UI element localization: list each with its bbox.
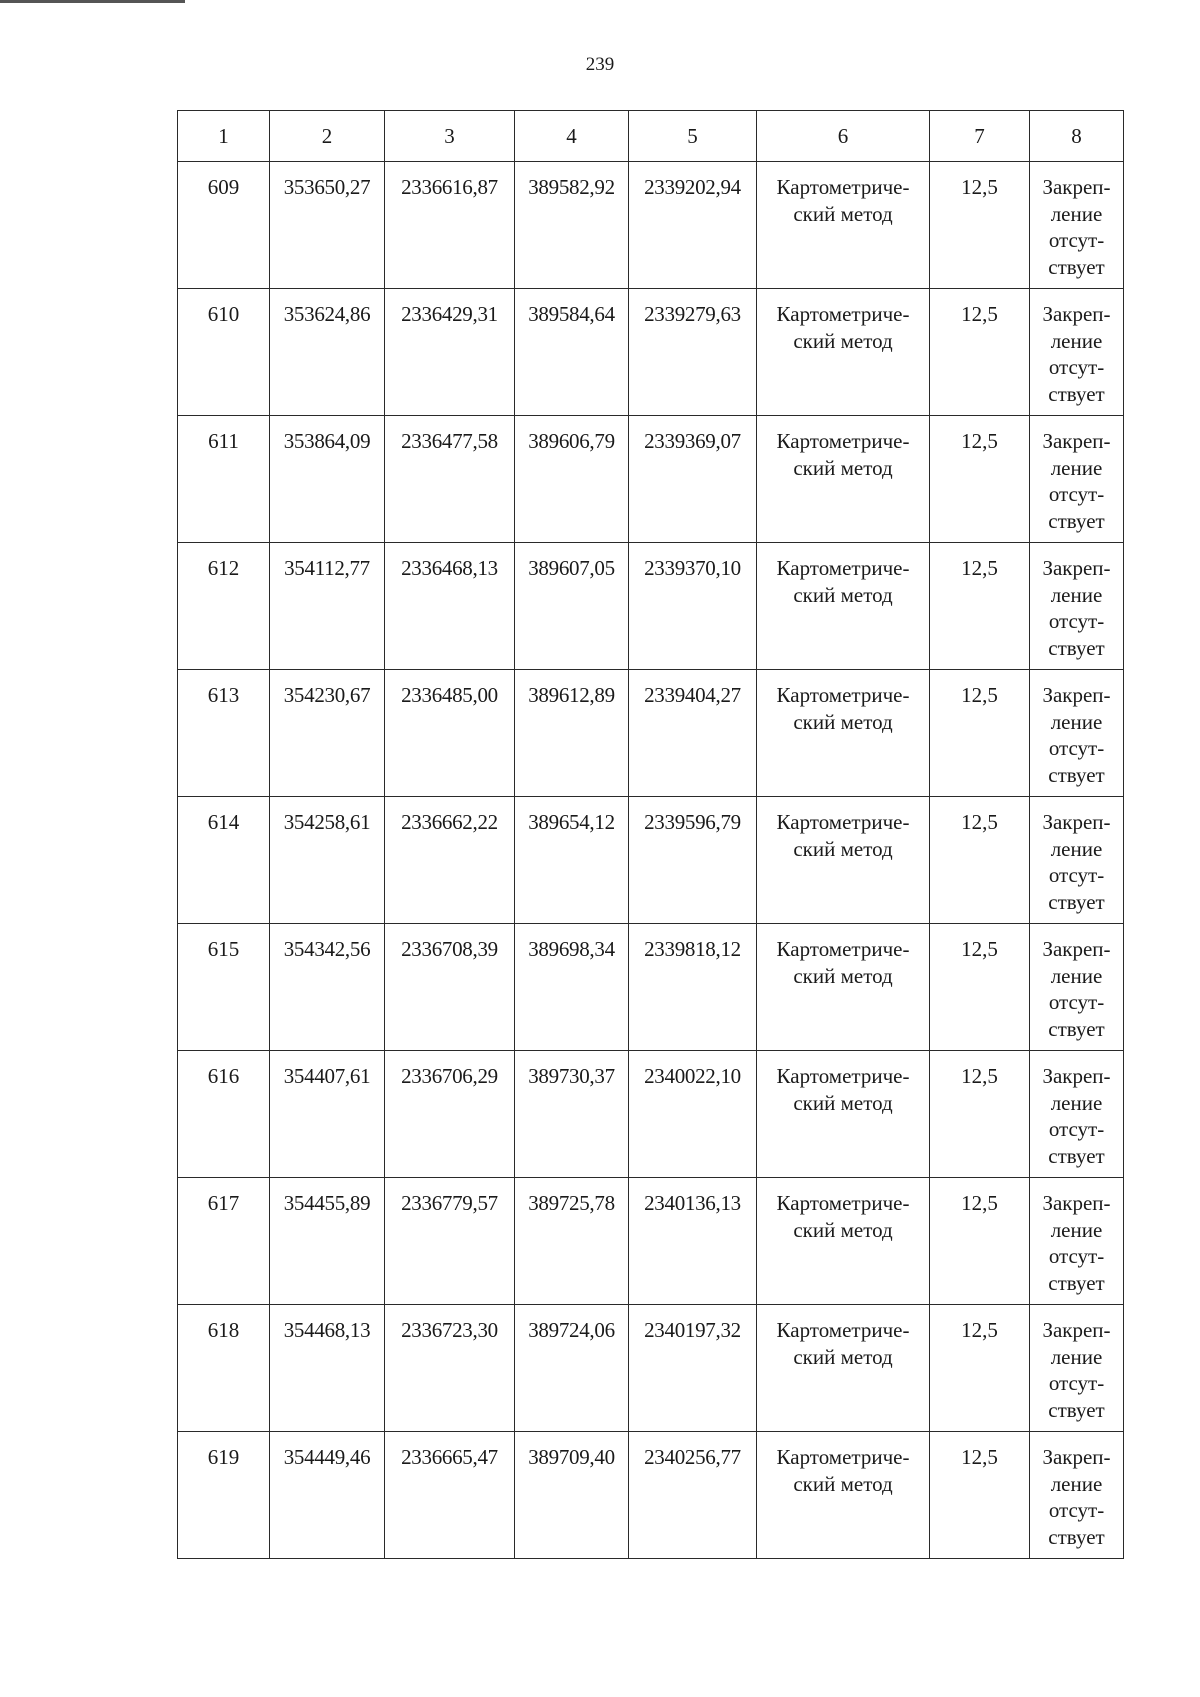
x-coordinate-cell: 389606,79 (515, 416, 629, 543)
method-cell: Картометриче- ский метод (757, 289, 930, 416)
table-row (178, 162, 1124, 289)
y-coordinate-cell: 2339370,10 (629, 543, 757, 670)
y-coordinate-cell: 2340197,32 (629, 1305, 757, 1432)
y-coordinate-cell: 2340136,13 (629, 1178, 757, 1305)
point-number-cell: 617 (178, 1178, 270, 1305)
point-number-cell: 614 (178, 797, 270, 924)
table-row (178, 543, 1124, 670)
x-coordinate-cell: 354407,61 (270, 1051, 385, 1178)
method-cell: Картометриче- ский метод (757, 1305, 930, 1432)
x-coordinate-cell: 353624,86 (270, 289, 385, 416)
y-coordinate-cell: 2339202,94 (629, 162, 757, 289)
method-cell: Картометриче- ский метод (757, 797, 930, 924)
accuracy-cell: 12,5 (930, 162, 1030, 289)
table-row (178, 670, 1124, 797)
accuracy-cell: 12,5 (930, 670, 1030, 797)
fixation-cell: Закреп- ление отсут- ствует (1030, 670, 1124, 797)
y-coordinate-cell: 2339279,63 (629, 289, 757, 416)
column-header: 1 (178, 111, 270, 162)
point-number-cell: 618 (178, 1305, 270, 1432)
y-coordinate-cell: 2336429,31 (385, 289, 515, 416)
column-header: 3 (385, 111, 515, 162)
table-body (178, 162, 1124, 1559)
x-coordinate-cell: 389612,89 (515, 670, 629, 797)
y-coordinate-cell: 2336616,87 (385, 162, 515, 289)
fixation-cell: Закреп- ление отсут- ствует (1030, 162, 1124, 289)
x-coordinate-cell: 353650,27 (270, 162, 385, 289)
column-header: 5 (629, 111, 757, 162)
method-cell: Картометриче- ский метод (757, 1432, 930, 1559)
page-number: 239 (585, 54, 615, 75)
coordinates-table (177, 110, 1124, 1559)
method-cell: Картометриче- ский метод (757, 416, 930, 543)
accuracy-cell: 12,5 (930, 289, 1030, 416)
y-coordinate-cell: 2340022,10 (629, 1051, 757, 1178)
y-coordinate-cell: 2336662,22 (385, 797, 515, 924)
accuracy-cell: 12,5 (930, 1432, 1030, 1559)
y-coordinate-cell: 2339369,07 (629, 416, 757, 543)
point-number-cell: 611 (178, 416, 270, 543)
point-number-cell: 613 (178, 670, 270, 797)
x-coordinate-cell: 354342,56 (270, 924, 385, 1051)
x-coordinate-cell: 389654,12 (515, 797, 629, 924)
fixation-cell: Закреп- ление отсут- ствует (1030, 924, 1124, 1051)
point-number-cell: 612 (178, 543, 270, 670)
x-coordinate-cell: 389730,37 (515, 1051, 629, 1178)
x-coordinate-cell: 354449,46 (270, 1432, 385, 1559)
table-row (178, 1051, 1124, 1178)
point-number-cell: 616 (178, 1051, 270, 1178)
point-number-cell: 609 (178, 162, 270, 289)
x-coordinate-cell: 389698,34 (515, 924, 629, 1051)
fixation-cell: Закреп- ление отсут- ствует (1030, 797, 1124, 924)
y-coordinate-cell: 2336706,29 (385, 1051, 515, 1178)
y-coordinate-cell: 2336779,57 (385, 1178, 515, 1305)
fixation-cell: Закреп- ление отсут- ствует (1030, 1178, 1124, 1305)
column-header: 7 (930, 111, 1030, 162)
fixation-cell: Закреп- ление отсут- ствует (1030, 543, 1124, 670)
method-cell: Картометриче- ский метод (757, 543, 930, 670)
accuracy-cell: 12,5 (930, 797, 1030, 924)
method-cell: Картометриче- ский метод (757, 924, 930, 1051)
table-row (178, 289, 1124, 416)
table-row (178, 797, 1124, 924)
y-coordinate-cell: 2336468,13 (385, 543, 515, 670)
method-cell: Картометриче- ский метод (757, 1178, 930, 1305)
table-row (178, 924, 1124, 1051)
x-coordinate-cell: 354455,89 (270, 1178, 385, 1305)
column-header: 2 (270, 111, 385, 162)
x-coordinate-cell: 353864,09 (270, 416, 385, 543)
table-row (178, 1432, 1124, 1559)
column-header: 6 (757, 111, 930, 162)
y-coordinate-cell: 2336723,30 (385, 1305, 515, 1432)
fixation-cell: Закреп- ление отсут- ствует (1030, 1051, 1124, 1178)
x-coordinate-cell: 389607,05 (515, 543, 629, 670)
method-cell: Картометриче- ский метод (757, 1051, 930, 1178)
y-coordinate-cell: 2336477,58 (385, 416, 515, 543)
x-coordinate-cell: 389582,92 (515, 162, 629, 289)
x-coordinate-cell: 354258,61 (270, 797, 385, 924)
accuracy-cell: 12,5 (930, 1051, 1030, 1178)
method-cell: Картометриче- ский метод (757, 162, 930, 289)
point-number-cell: 615 (178, 924, 270, 1051)
column-header: 8 (1030, 111, 1124, 162)
x-coordinate-cell: 389724,06 (515, 1305, 629, 1432)
table-header-row (178, 111, 1124, 162)
accuracy-cell: 12,5 (930, 1178, 1030, 1305)
column-header: 4 (515, 111, 629, 162)
fixation-cell: Закреп- ление отсут- ствует (1030, 1432, 1124, 1559)
y-coordinate-cell: 2339596,79 (629, 797, 757, 924)
y-coordinate-cell: 2336708,39 (385, 924, 515, 1051)
table-row (178, 1178, 1124, 1305)
accuracy-cell: 12,5 (930, 416, 1030, 543)
accuracy-cell: 12,5 (930, 543, 1030, 670)
y-coordinate-cell: 2339818,12 (629, 924, 757, 1051)
table-row (178, 416, 1124, 543)
point-number-cell: 619 (178, 1432, 270, 1559)
y-coordinate-cell: 2340256,77 (629, 1432, 757, 1559)
method-cell: Картометриче- ский метод (757, 670, 930, 797)
accuracy-cell: 12,5 (930, 1305, 1030, 1432)
x-coordinate-cell: 354230,67 (270, 670, 385, 797)
y-coordinate-cell: 2336665,47 (385, 1432, 515, 1559)
y-coordinate-cell: 2336485,00 (385, 670, 515, 797)
point-number-cell: 610 (178, 289, 270, 416)
accuracy-cell: 12,5 (930, 924, 1030, 1051)
x-coordinate-cell: 389709,40 (515, 1432, 629, 1559)
x-coordinate-cell: 389725,78 (515, 1178, 629, 1305)
y-coordinate-cell: 2339404,27 (629, 670, 757, 797)
scan-edge-mark (0, 0, 185, 3)
x-coordinate-cell: 389584,64 (515, 289, 629, 416)
x-coordinate-cell: 354468,13 (270, 1305, 385, 1432)
x-coordinate-cell: 354112,77 (270, 543, 385, 670)
table-row (178, 1305, 1124, 1432)
fixation-cell: Закреп- ление отсут- ствует (1030, 1305, 1124, 1432)
fixation-cell: Закреп- ление отсут- ствует (1030, 289, 1124, 416)
fixation-cell: Закреп- ление отсут- ствует (1030, 416, 1124, 543)
